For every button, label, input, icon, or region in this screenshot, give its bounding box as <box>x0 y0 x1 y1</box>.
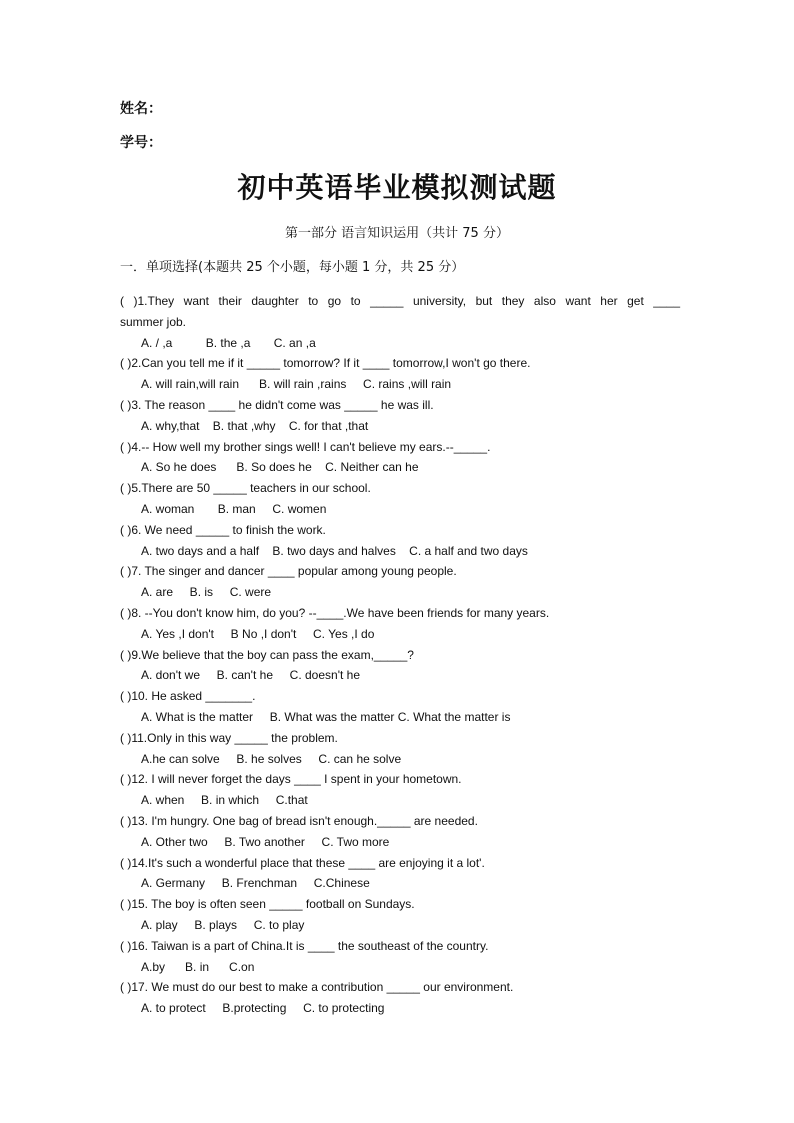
question-item <box>120 395 680 437</box>
answer-options: A. play B. plays C. to play <box>141 917 305 932</box>
answer-options: A. Germany B. Frenchman C.Chinese <box>141 876 370 891</box>
question-text: ( )7. The singer and dancer ____ popular among young people. <box>120 564 457 579</box>
answer-options: A. when B. in which C.that <box>141 793 308 808</box>
answer-options: A. why,that B. that ,why C. for that ,that <box>141 418 369 433</box>
question-item <box>120 478 680 520</box>
student-id-label: 学号： <box>120 135 162 151</box>
answer-options: A. to protect B.protecting C. to protecting <box>141 1001 385 1016</box>
section-heading: 一．单项选择(本题共 25 个小题，每小题 1 分，共 25 分） <box>120 260 465 275</box>
answer-options: A. What is the matter B. What was the matter C. What the matter is <box>141 709 511 724</box>
question-item <box>120 645 680 687</box>
question-item <box>120 853 680 895</box>
page-title: 初中英语毕业模拟测试题 <box>237 171 557 204</box>
question-item <box>120 437 680 479</box>
question-item <box>120 603 680 645</box>
question-text: ( )11.Only in this way _____ the problem. <box>120 730 338 745</box>
question-item <box>120 353 680 395</box>
part-subtitle: 第一部分 语言知识运用（共计 75 分） <box>285 226 509 241</box>
answer-options: A.by B. in C.on <box>141 959 255 974</box>
question-item <box>120 769 680 811</box>
answer-options: A. Yes ,I don't B No ,I don't C. Yes ,I do <box>141 626 375 641</box>
answer-options: A. Other two B. Two another C. Two more <box>141 834 390 849</box>
question-item <box>120 686 680 728</box>
question-item <box>120 936 680 978</box>
question-text: ( )2.Can you tell me if it _____ tomorrow? If it ____ tomorrow,I won't go there. <box>120 356 531 371</box>
answer-options: A. / ,a B. the ,a C. an ,a <box>141 335 316 350</box>
question-item <box>120 728 680 770</box>
question-text: ( )1.They want their daughter to go to _____ university, but they also want her get ____ <box>120 294 680 308</box>
question-item <box>120 291 680 353</box>
question-text: ( )8. --You don't know him, do you? --____.We have been friends for many years. <box>120 605 550 620</box>
question-text: ( )10. He asked _______. <box>120 689 256 704</box>
answer-options: A. two days and a half B. two days and halves C. a half and two days <box>141 543 528 558</box>
question-item <box>120 561 680 603</box>
answer-options: A. are B. is C. were <box>141 585 272 600</box>
question-item <box>120 811 680 853</box>
question-text: ( )3. The reason ____ he didn't come was _____ he was ill. <box>120 397 434 412</box>
question-text: ( )13. I'm hungry. One bag of bread isn't enough._____ are needed. <box>120 813 478 828</box>
question-text: ( )9.We believe that the boy can pass the exam,_____? <box>120 647 414 662</box>
question-list <box>120 291 680 1019</box>
name-label: 姓名： <box>120 101 162 117</box>
question-text: ( )14.It's such a wonderful place that these ____ are enjoying it a lot'. <box>120 855 485 870</box>
answer-options: A. So he does B. So does he C. Neither can he <box>141 460 419 475</box>
answer-options: A. don't we B. can't he C. doesn't he <box>141 668 360 683</box>
answer-options: A. woman B. man C. women <box>141 501 327 516</box>
question-text: ( )6. We need _____ to finish the work. <box>120 522 326 537</box>
question-text: ( )5.There are 50 _____ teachers in our school. <box>120 481 371 496</box>
question-item <box>120 520 680 562</box>
answer-options: A. will rain,will rain B. will rain ,rains C. rains ,will rain <box>141 377 452 392</box>
question-text: ( )15. The boy is often seen _____ football on Sundays. <box>120 897 415 912</box>
question-text: ( )4.-- How well my brother sings well! I can't believe my ears.--_____. <box>120 439 491 454</box>
question-text-continued: summer job. <box>120 314 187 329</box>
answer-options: A.he can solve B. he solves C. can he solve <box>141 751 402 766</box>
question-item <box>120 894 680 936</box>
question-item <box>120 977 680 1019</box>
question-text: ( )16. Taiwan is a part of China.It is ____ the southeast of the country. <box>120 938 489 953</box>
question-text: ( )12. I will never forget the days ____ I spent in your hometown. <box>120 772 462 787</box>
question-text: ( )17. We must do our best to make a contribution _____ our environment. <box>120 980 514 995</box>
